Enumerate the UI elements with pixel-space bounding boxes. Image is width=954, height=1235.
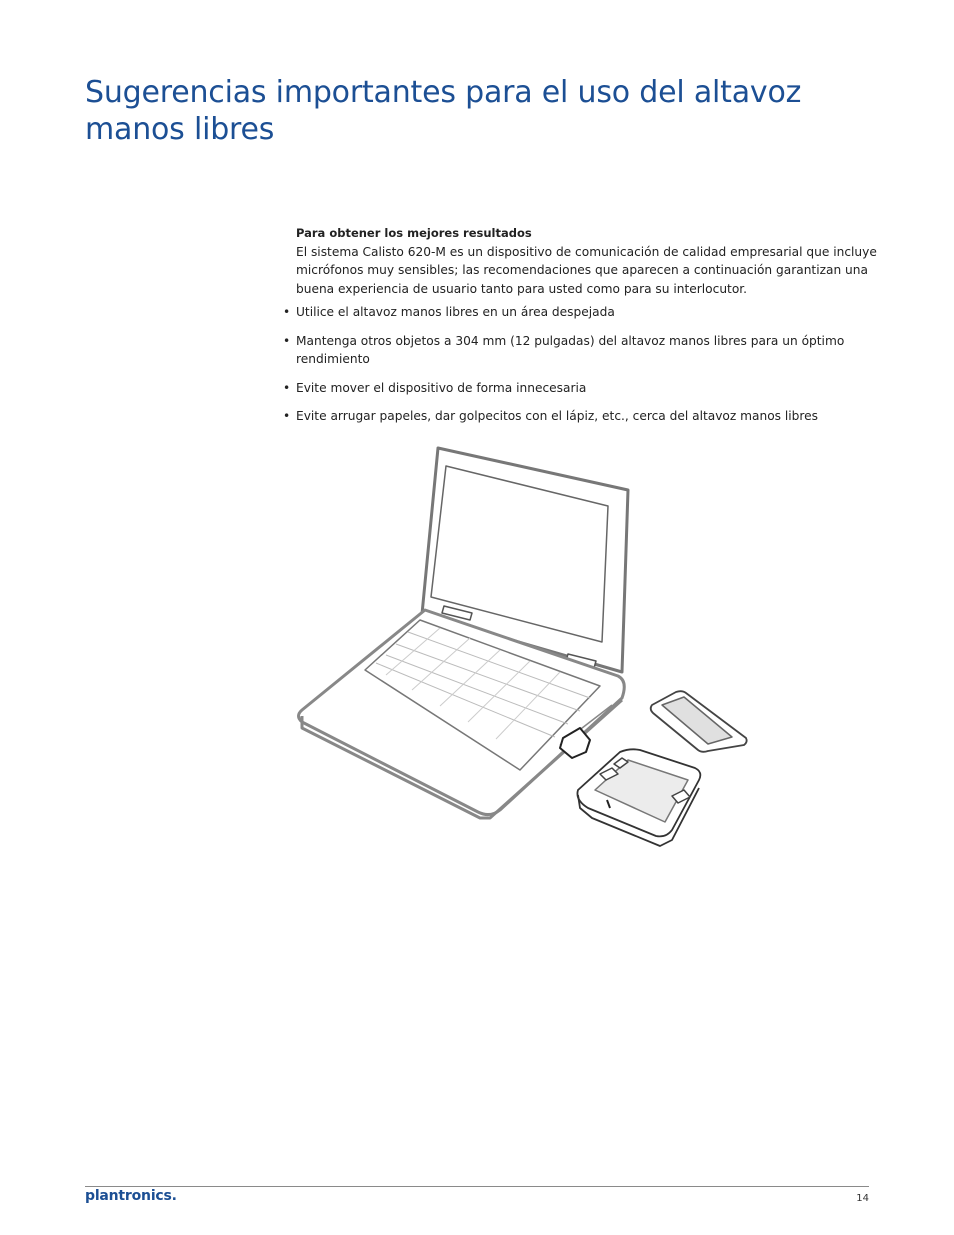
list-item [283, 332, 883, 369]
list-item-text: Evite mover el dispositivo de forma innecesaria [296, 380, 587, 395]
list-item-text: Mantenga otros objetos a 304 mm (12 pulgadas) del altavoz manos libres para un óptimo rendimiento [296, 333, 845, 366]
tips-section [296, 224, 881, 298]
list-item-text: Evite arrugar papeles, dar golpecitos con el lápiz, etc., cerca del altavoz manos libres [296, 409, 819, 423]
list-item [283, 407, 883, 426]
intro-paragraph: El sistema Calisto 620-M es un dispositivo de comunicación de calidad empresarial que incluye micrófonos muy sensibles; las recomendaciones que aparecen a continuación garantizan una buena experiencia de usuario tanto para usted como para su interlocutor. [296, 244, 877, 296]
plantronics-logo: plantronics. [85, 1188, 177, 1204]
smartphone-illustration [651, 691, 747, 752]
page-number: 14 [856, 1193, 869, 1204]
bullet-icon: • [283, 305, 291, 319]
list-item-text: Utilice el altavoz manos libres en un área despejada [296, 305, 615, 319]
speakerphone-illustration [577, 749, 700, 846]
tips-list [283, 303, 883, 436]
list-item [283, 303, 883, 322]
bullet-icon: • [283, 409, 291, 423]
device-setup-illustration [290, 440, 760, 850]
list-item [283, 379, 883, 398]
page-title: Sugerencias importantes para el uso del altavoz manos libres [85, 75, 802, 147]
bullet-icon: • [283, 380, 291, 395]
laptop-illustration [299, 448, 629, 818]
section-subheading: Para obtener los mejores resultados [296, 226, 532, 240]
bullet-icon: • [283, 333, 291, 348]
footer-divider [85, 1186, 869, 1187]
